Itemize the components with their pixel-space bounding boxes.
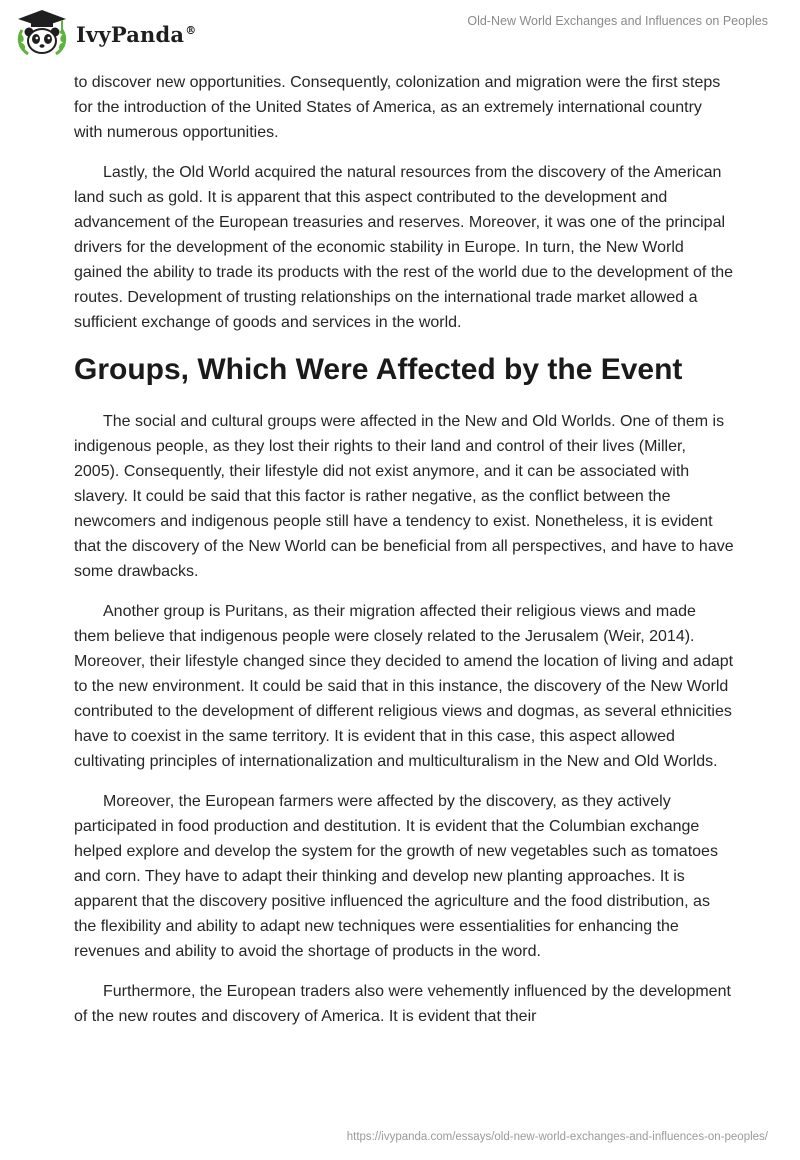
document-title: Old-New World Exchanges and Influences on Peoples	[467, 14, 768, 28]
ivypanda-logo[interactable]	[14, 8, 196, 58]
paragraph-old-world-resources: Lastly, the Old World acquired the natural resources from the discovery of the American land such as gold. It is apparent that this aspect contributed to the development and advancement of the European treasuries and reserves. Moreover, it was one of the principal drivers for the development of the economic stability in Europe. In turn, the New World gained the ability to trade its products with the rest of the world due to the development of the routes. Development of trusting relationships on the international trade market allowed a sufficient exchange of goods and services in the world.	[74, 164, 734, 331]
section-heading: Groups, Which Were Affected by the Event	[74, 353, 683, 386]
paragraph-continuation: to discover new opportunities. Consequently, colonization and migration were the first steps for the introduction of the United States of America, as an extremely international country with numerous opportunities.	[74, 74, 721, 141]
paragraph-puritans: Another group is Puritans, as their migration affected their religious views and made them believe that indigenous people were closely related to the Jerusalem (Weir, 2014). Moreover, their lifestyle changed since they decided to amend the location of living and adapt to the new environment. It could be said that in this instance, the discovery of the New World contributed to the development of different religious views and dogmas, as several ethnicities have to coexist in the same territory. It is evident that in this case, this aspect allowed cultivating principles of internationalization and multiculturalism in the New and Old Worlds.	[74, 603, 734, 770]
brand-name: IvyPanda®	[76, 21, 197, 47]
paragraph-european-farmers: Moreover, the European farmers were affected by the discovery, as they actively participated in food production and destitution. It is evident that the Columbian exchange helped explore and develop the system for the growth of new vegetables such as tomatoes and corn. They have to adapt their thinking and develop new planting approaches. It is apparent that the discovery positive influenced the agriculture and the food distribution, as the flexibility and ability to adapt new techniques were essentialities for enhancing the revenues and ability to avoid the shortage of products in the word.	[74, 793, 718, 960]
essay-content	[74, 70, 734, 1044]
paragraph-indigenous-people: The social and cultural groups were affected in the New and Old Worlds. One of them is indigenous people, as they lost their rights to their land and control of their lives (Miller, 2005). Consequently, their lifestyle did not exist anymore, and it can be associated with slavery. It could be said that this factor is rather negative, as the conflict between the newcomers and indigenous people still have a tendency to exist. Nonetheless, it is evident that the discovery of the New World can be beneficial from all perspectives, and have to have some drawbacks.	[74, 413, 734, 580]
source-url-link[interactable]: https://ivypanda.com/essays/old-new-world-exchanges-and-influences-on-peoples/	[346, 1131, 768, 1143]
page-header	[0, 0, 800, 64]
panda-graduate-icon	[14, 8, 70, 58]
registered-mark: ®	[185, 23, 197, 37]
paragraph-european-traders: Furthermore, the European traders also were vehemently influenced by the development of the new routes and discovery of America. It is evident that their	[74, 983, 731, 1025]
